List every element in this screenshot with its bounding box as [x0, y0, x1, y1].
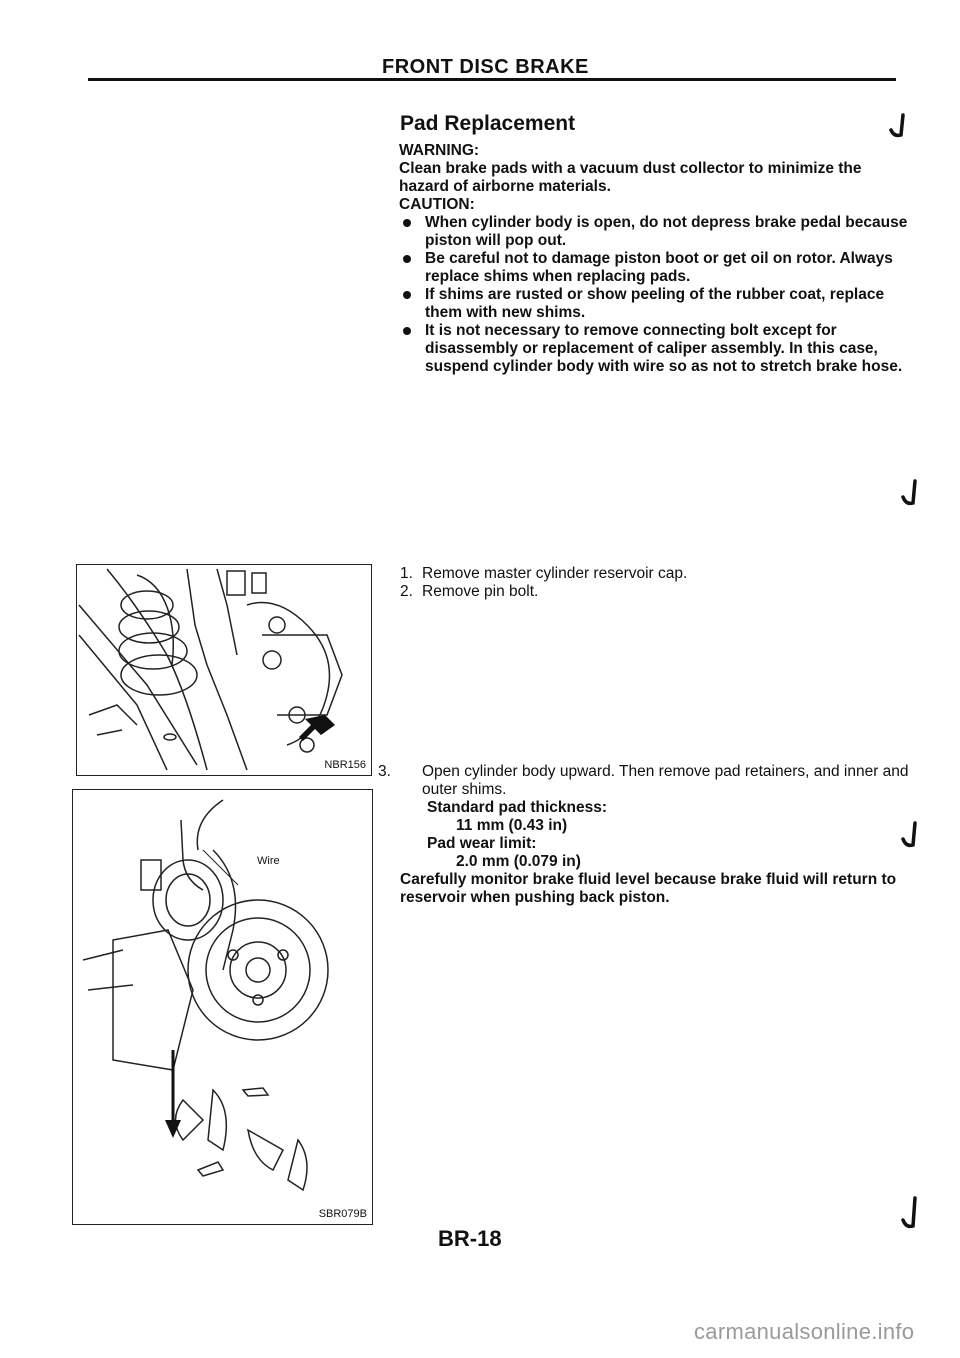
check-mark-icon: [888, 112, 910, 138]
step-item: 2. Remove pin bolt.: [400, 583, 539, 600]
check-mark-icon: [900, 478, 922, 506]
caution-label: CAUTION:: [399, 196, 475, 213]
caution-item: It is not necessary to remove connecting bolt except for disassembly or replacement of caliper assembly. In this case, suspend cylinder body with wire so as not to stretch brake hose.: [399, 322, 909, 376]
wire-label: Wire: [257, 855, 280, 867]
figure-code: NBR156: [324, 759, 366, 771]
step-3-block: [378, 763, 910, 907]
spec-note: Carefully monitor brake fluid level because brake fluid will return to reservoir when pushing back piston.: [400, 871, 897, 906]
caliper-open-illustration: [73, 790, 372, 1224]
page-number: BR-18: [438, 1226, 502, 1251]
caution-list: [399, 214, 909, 376]
check-mark-icon: [900, 1195, 922, 1229]
spec-thickness-value: 11 mm (0.43 in): [456, 817, 568, 834]
watermark: carmanualsonline.info: [694, 1319, 915, 1344]
caution-item: When cylinder body is open, do not depress brake pedal because piston will pop out.: [399, 214, 909, 250]
spec-wear-value: 2.0 mm (0.079 in): [456, 853, 581, 870]
step-item: 3. Open cylinder body upward. Then remove pad retainers, and inner and outer shims.: [378, 763, 909, 798]
spec-thickness-label: Standard pad thickness:: [427, 799, 608, 816]
check-mark-icon: [900, 820, 922, 848]
figure-caliper-pin-bolt: [76, 564, 372, 776]
caliper-illustration: [77, 565, 371, 775]
steps-1-2: [400, 565, 687, 601]
step-item: 1. Remove master cylinder reservoir cap.: [400, 565, 688, 582]
section-title: Pad Replacement: [400, 112, 576, 135]
figure-caliper-open: [72, 789, 373, 1225]
warning-block: [399, 142, 909, 376]
warning-label: WARNING:: [399, 142, 480, 159]
figure-code: SBR079B: [318, 1208, 367, 1220]
warning-text: Clean brake pads with a vacuum dust collector to minimize the hazard of airborne materials.: [399, 160, 862, 195]
caution-item: If shims are rusted or show peeling of the rubber coat, replace them with new shims.: [399, 286, 909, 322]
spec-wear-label: Pad wear limit:: [427, 835, 537, 852]
page-header-title: FRONT DISC BRAKE: [382, 56, 589, 78]
caution-item: Be careful not to damage piston boot or get oil on rotor. Always replace shims when replacing pads.: [399, 250, 909, 286]
